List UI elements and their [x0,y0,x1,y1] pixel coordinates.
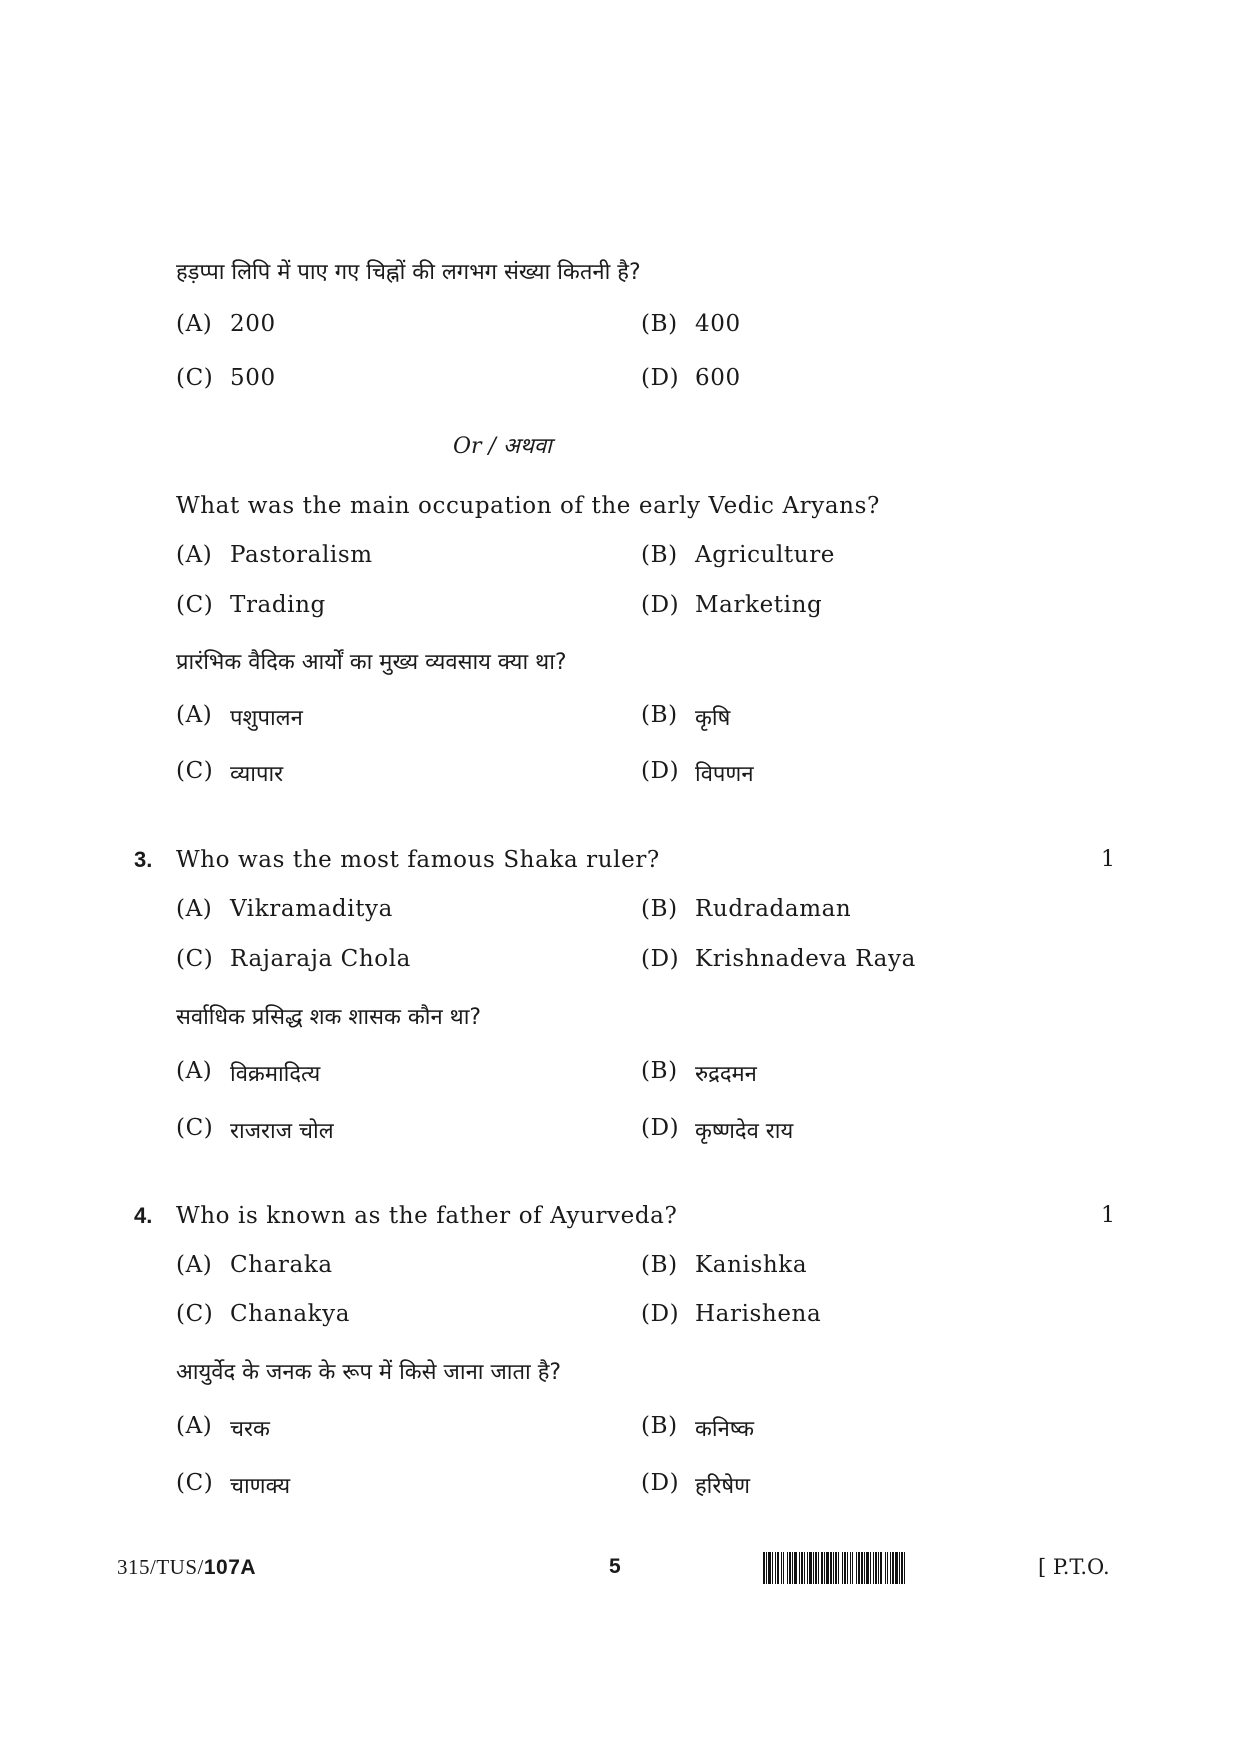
option-text-a: Pastoralism [230,542,373,568]
option-label-a: (A) [176,311,213,337]
option-text-a: विक्रमादित्य [230,1062,321,1087]
option-text-d: Harishena [695,1301,822,1327]
or-separator: Or / अथवा [453,434,552,459]
option-text-b: Agriculture [695,542,835,568]
question-4-en: Who is known as the father of Ayurveda? [176,1203,678,1229]
option-text-c: चाणक्य [230,1474,291,1499]
option-text-c: 500 [230,365,276,391]
option-text-b: Rudradaman [695,896,852,922]
option-label-d: (D) [641,946,680,972]
alt-question-en: What was the main occupation of the early Vedic Aryans? [176,493,880,519]
option-text-d: Marketing [695,592,823,618]
page-number: 5 [609,1555,621,1578]
option-label-d: (D) [641,592,680,618]
option-label-a: (A) [176,542,213,568]
barcode-image [763,1552,1026,1584]
question-marks: 1 [1101,847,1115,872]
option-label-b: (B) [641,1413,678,1439]
option-text-c: Trading [230,592,326,618]
option-text-b: कनिष्क [695,1417,755,1442]
option-text-c: व्यापार [230,762,284,787]
alt-question-hi: प्रारंभिक वैदिक आर्यों का मुख्य व्यवसाय क्या था? [176,650,567,675]
option-text-c: Chanakya [230,1301,351,1327]
option-label-b: (B) [641,1252,678,1278]
option-text-b: 400 [695,311,741,337]
option-label-c: (C) [176,1470,214,1496]
option-label-b: (B) [641,1058,678,1084]
option-text-b: Kanishka [695,1252,808,1278]
option-label-c: (C) [176,1301,214,1327]
option-text-d: हरिषेण [695,1474,751,1499]
option-label-d: (D) [641,1470,680,1496]
option-text-c: राजराज चोल [230,1119,334,1144]
option-text-d: Krishnadeva Raya [695,946,916,972]
option-text-a: Charaka [230,1252,333,1278]
option-text-d: 600 [695,365,741,391]
option-text-a: 200 [230,311,276,337]
question-number: 3. [134,847,153,872]
option-label-c: (C) [176,946,214,972]
option-text-a: पशुपालन [230,706,303,731]
question-3-en: Who was the most famous Shaka ruler? [176,847,660,873]
option-label-a: (A) [176,702,213,728]
option-label-c: (C) [176,758,214,784]
option-label-d: (D) [641,1301,680,1327]
question-marks: 1 [1101,1203,1115,1228]
option-label-c: (C) [176,1115,214,1141]
option-text-b: रुद्रदमन [695,1062,757,1087]
paper-code-set: 107A [203,1556,257,1579]
paper-code-prefix: 315/TUS/ [117,1555,204,1579]
option-label-b: (B) [641,896,678,922]
option-text-b: कृषि [695,706,731,731]
option-label-b: (B) [641,702,678,728]
option-label-b: (B) [641,311,678,337]
pto-marker: [ P.T.O. [1038,1555,1110,1579]
option-label-d: (D) [641,758,680,784]
option-label-c: (C) [176,592,214,618]
option-text-a: Vikramaditya [230,896,393,922]
option-label-b: (B) [641,542,678,568]
option-text-c: Rajaraja Chola [230,946,411,972]
paper-code [117,1555,256,1580]
option-label-d: (D) [641,1115,680,1141]
question-3-hi: सर्वाधिक प्रसिद्ध शक शासक कौन था? [176,1005,482,1030]
option-label-a: (A) [176,1252,213,1278]
option-text-a: चरक [230,1417,270,1442]
hindi-question-harappan-script: हड़प्पा लिपि में पाए गए चिह्नों की लगभग संख्या कितनी है? [176,260,641,285]
option-label-a: (A) [176,1413,213,1439]
option-label-a: (A) [176,1058,213,1084]
question-number: 4. [134,1203,153,1228]
question-4-hi: आयुर्वेद के जनक के रूप में किसे जाना जाता है? [176,1360,562,1385]
option-label-a: (A) [176,896,213,922]
option-label-c: (C) [176,365,214,391]
option-text-d: कृष्णदेव राय [695,1119,794,1144]
option-text-d: विपणन [695,762,754,787]
option-label-d: (D) [641,365,680,391]
